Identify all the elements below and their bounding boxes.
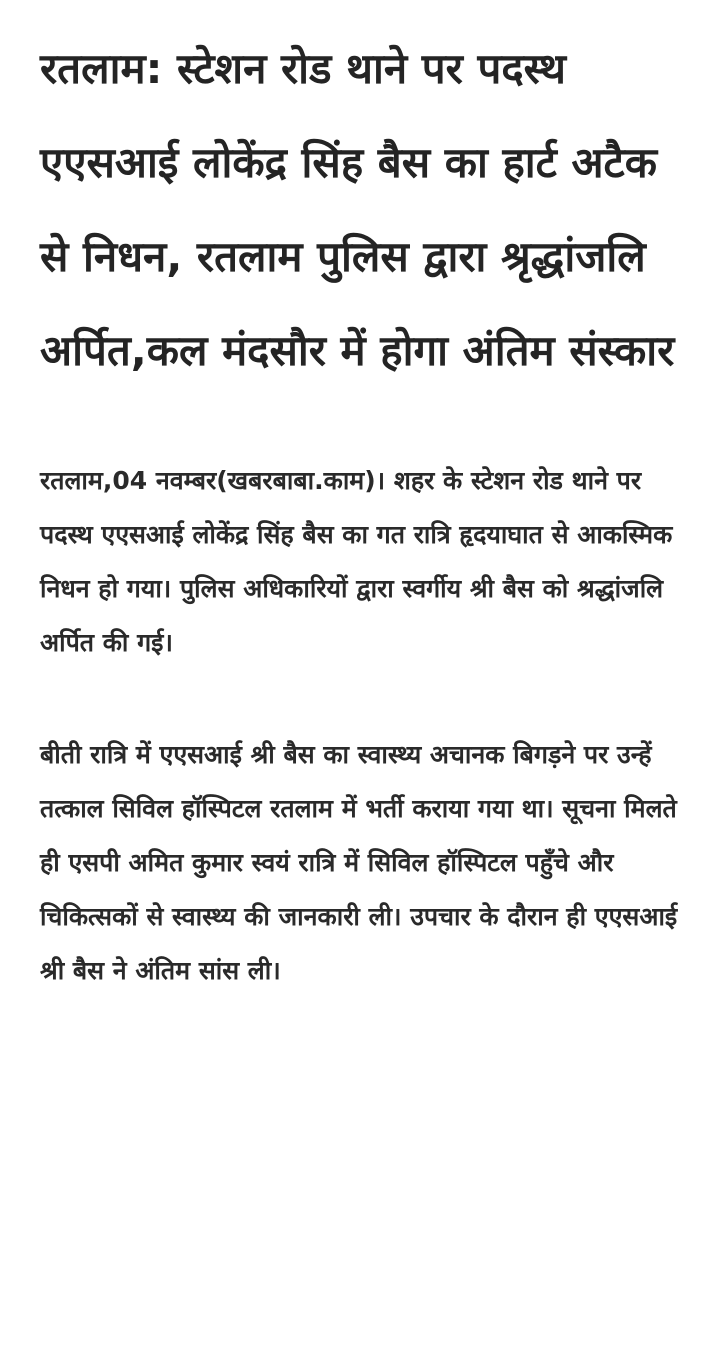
article-paragraph-2: बीती रात्रि में एएसआई श्री बैस का स्वास्थ्य अचानक बिगड़ने पर उन्हें तत्काल सिविल हॉस्पिटल रतलाम में भर्ती कराया गया था। सूचना मिलते ही एसपी अमित कुमार स्वयं रात्रि में सिविल हॉस्पिटल पहुँचे और चिकित्सकों से स्वास्थ्य की जानकारी ली। उपचार के दौरान ही एएसआई श्री बैस ने अंतिम सांस ली। bbox=[40, 740, 678, 985]
article-headline: रतलाम: स्टेशन रोड थाने पर पदस्थ एएसआई लोकेंद्र सिंह बैस का हार्ट अटैक से निधन, रतलाम पुलिस द्वारा श्रृद्धांजलि अर्पित,कल मंदसौर में होगा अंतिम संस्कार bbox=[40, 44, 675, 375]
article-paragraph-1: रतलाम,04 नवम्बर(खबरबाबा.काम)। शहर के स्टेशन रोड थाने पर पदस्थ एएसआई लोकेंद्र सिंह बैस का गत रात्रि हृदयाघात से आकस्मिक निधन हो गया। पुलिस अधिकारियों द्वारा स्वर्गीय श्री बैस को श्रद्धांजलि अर्पित की गई। bbox=[40, 466, 673, 657]
news-article bbox=[40, 22, 695, 998]
